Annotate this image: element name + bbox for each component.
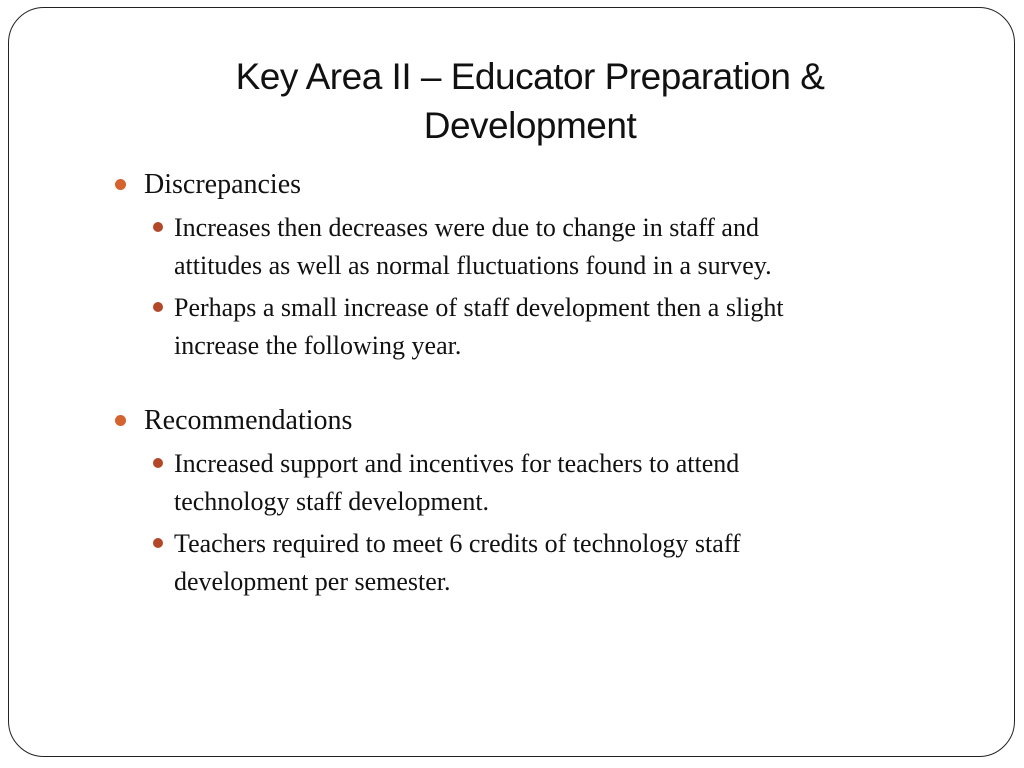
bullet-dot-icon (115, 415, 126, 426)
sub-bullet-recommendation-2 (115, 525, 915, 600)
sub-bullet-line: Perhaps a small increase of staff development then a slight (174, 293, 784, 322)
sub-bullet-line: Increased support and incentives for teachers to attend (174, 449, 740, 478)
sub-bullet-discrepancy-2 (115, 289, 915, 364)
bullet-recommendations (115, 402, 915, 440)
sub-bullet-line: technology staff development. (174, 486, 490, 516)
sub-bullet-line: development per semester. (174, 566, 451, 596)
sub-bullet-line: Increases then decreases were due to change in staff and (174, 213, 759, 242)
sub-bullet-dot-icon (153, 538, 163, 548)
bullet-discrepancies (115, 166, 915, 204)
slide-title-line-1: Key Area II – Educator Preparation & (235, 56, 825, 97)
sub-bullet-dot-icon (153, 302, 163, 312)
sub-bullet-discrepancy-1 (115, 209, 915, 284)
section-heading: Recommendations (144, 405, 353, 436)
bullet-dot-icon (115, 179, 126, 190)
sub-bullet-line: Teachers required to meet 6 credits of technology staff (174, 529, 741, 558)
sub-bullet-line: increase the following year. (174, 330, 462, 360)
slide-title (110, 52, 950, 150)
sub-bullet-line: attitudes as well as normal fluctuations found in a survey. (174, 250, 772, 280)
section-heading: Discrepancies (144, 169, 302, 200)
sub-bullet-recommendation-1 (115, 445, 915, 520)
slide-title-line-2: Development (423, 105, 637, 146)
sub-bullet-dot-icon (153, 222, 163, 232)
sub-bullet-dot-icon (153, 458, 163, 468)
slide-content (115, 166, 915, 600)
